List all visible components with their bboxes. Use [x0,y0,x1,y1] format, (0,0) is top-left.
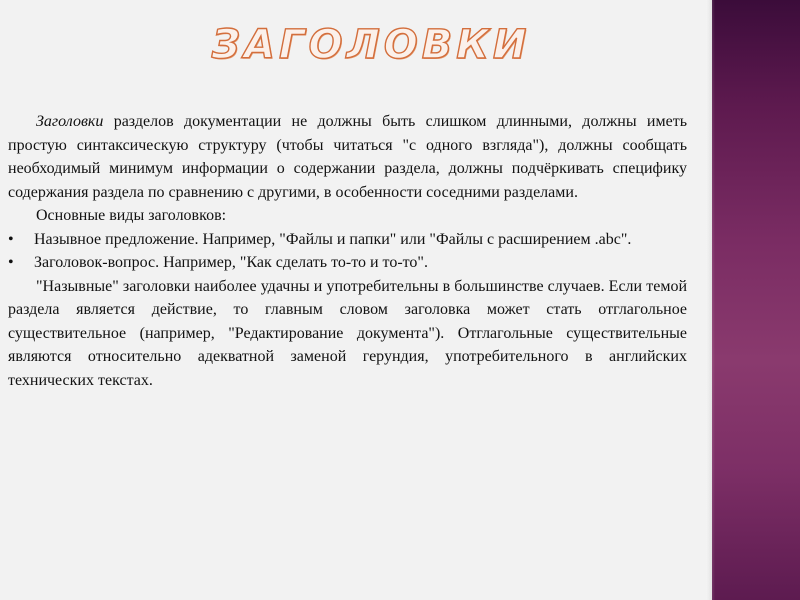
decorative-side-band [712,0,800,600]
paragraph-text: разделов документации не должны быть слишком длинными, должны иметь простую синтаксическую структуру (чтобы читаться "с одного взгляда"), должны сообщать необходимый минимум информации о содержании раздела, должны подчёркивать специфику содержания раздела по сравнению с другими, в особенности соседними разделами. [8,113,687,201]
paragraph-definition [8,110,687,204]
bullet-mark: • [8,230,14,248]
slide-title: ЗАГОЛОВКИ [211,22,531,68]
bullet-mark: • [8,254,14,271]
bullet-item [8,228,687,252]
bullet-text: Назывное предложение. Например, "Файлы и папки" или "Файлы с расширением .abc". [34,230,632,248]
slide-body [8,110,687,392]
bullet-text: Заголовок-вопрос. Например, "Как сделать то-то и то-то". [34,254,428,271]
paragraph-conclusion: "Назывные" заголовки наиболее удачны и употребительны в большинстве случаев. Если темой раздела является действие, то главным словом заголовка может стать отглагольное существительное (например, "Редактирование документа"). Отглагольные существительные являются относительно адекватной заменой герундия, употребительного в английских технических текстах. [8,277,687,389]
paragraph-types-heading: Основные виды заголовков: [36,207,227,224]
bullet-item [8,251,687,275]
paragraph-lead-italic: Заголовки [36,113,104,130]
